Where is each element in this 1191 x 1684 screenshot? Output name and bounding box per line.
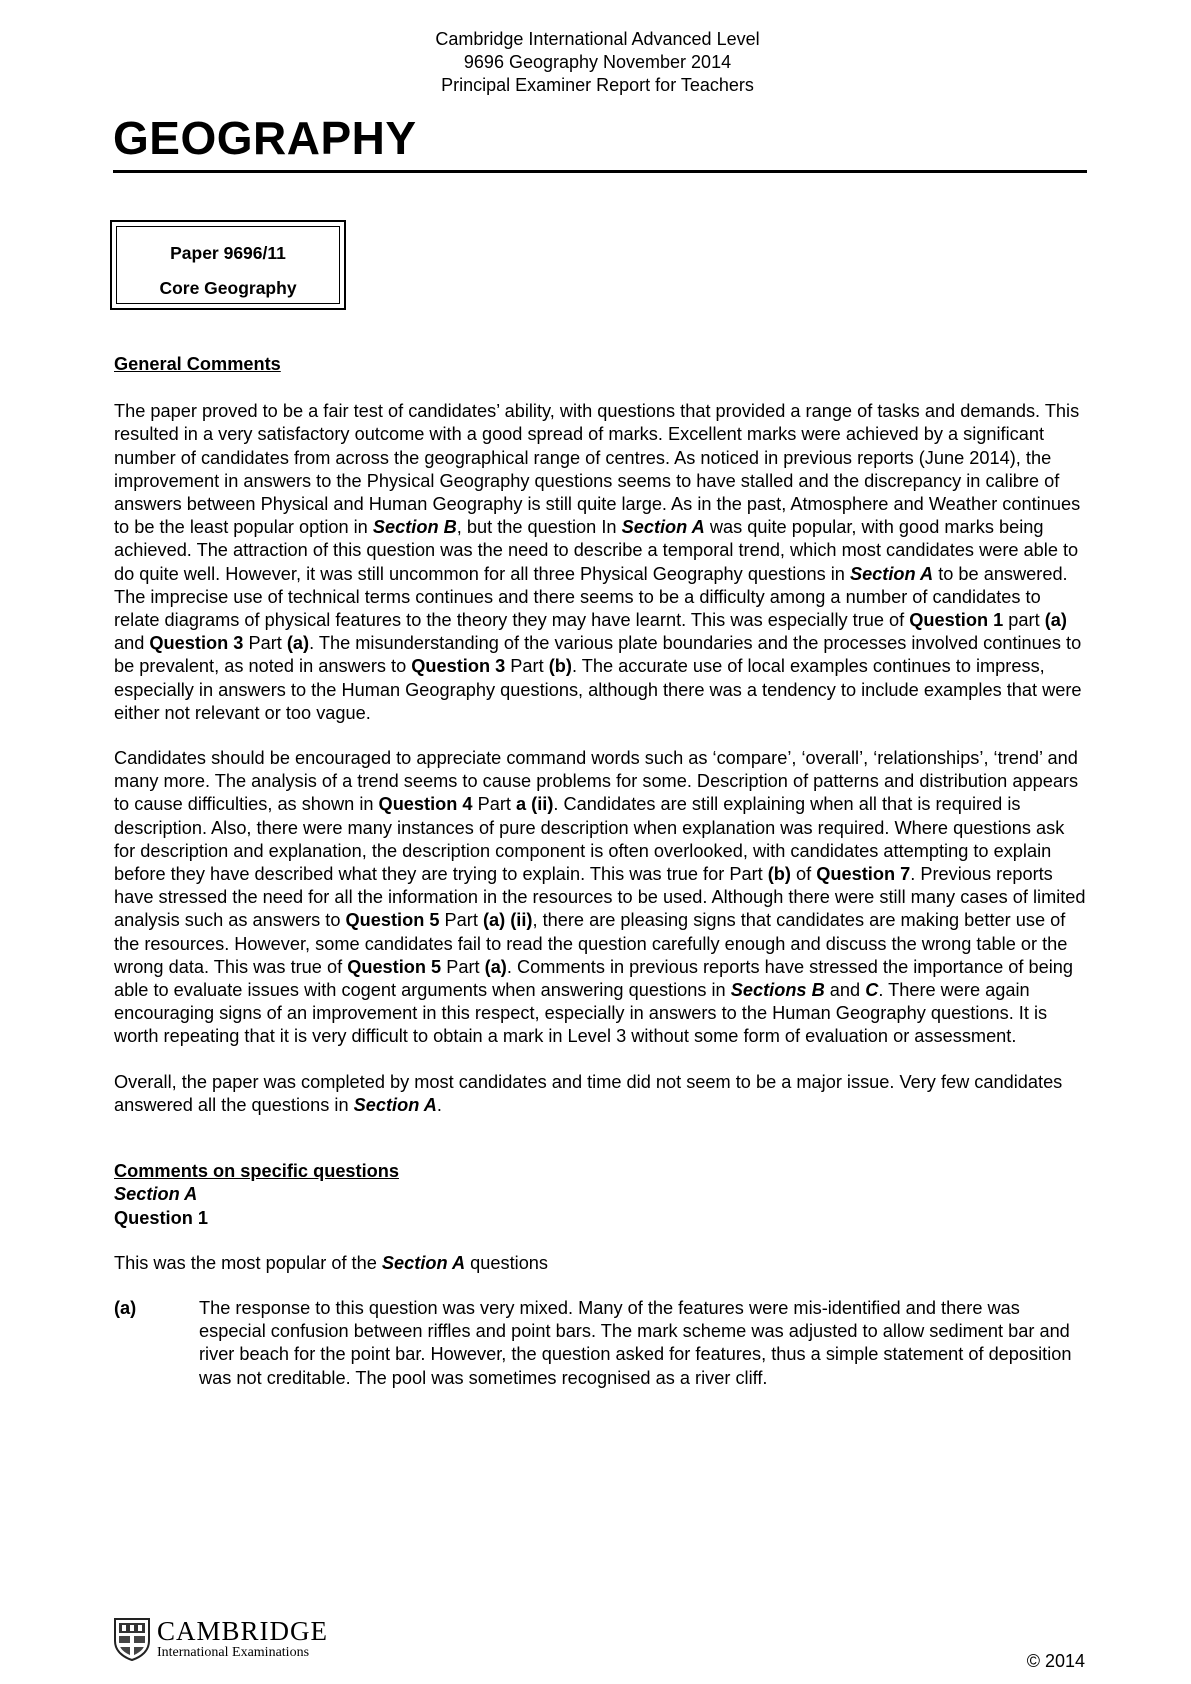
- emphasis-text: Question 4: [378, 794, 473, 815]
- emphasis-text: Sections B: [730, 980, 825, 1001]
- body-text: . Candidates are still explaining when all that is required is description. Also, there were many instances of pure description when explanation was required. Where questions ask for description and explanation, the description component is often overlooked, with candidates attempting to explain before they have described what they are trying to explain. This was true for Part: [114, 794, 1065, 885]
- emphasis-text: (a) (ii): [482, 910, 533, 931]
- copyright: © 2014: [1026, 1651, 1085, 1671]
- emphasis-text: Question 7: [816, 864, 911, 885]
- body-text: Part: [505, 656, 549, 677]
- emphasis-text: (a): [1044, 610, 1067, 631]
- emphasis-text: Question 1: [909, 610, 1004, 631]
- report-header: [0, 28, 1191, 97]
- paper-number: Paper 9696/11: [170, 243, 286, 263]
- body-text: part: [1003, 610, 1045, 631]
- header-line-3: Principal Examiner Report for Teachers: [441, 75, 754, 95]
- body-text: Candidates should be encouraged to appreciate command words such as ‘compare’, ‘overall’, ‘relationships’, ‘trend’ and many more. The analysis of a trend seems to cause problems for some. Description of patterns and distribution appears to cause difficulties, as shown in: [114, 748, 1079, 815]
- section-heading: Section A: [114, 1184, 198, 1205]
- question-heading: Question 1: [114, 1207, 208, 1228]
- general-paragraph-3: [114, 1071, 1090, 1117]
- body-text: was quite popular, with good marks being achieved. The attraction of this question was the need to describe a temporal trend, which most candidates were able to do quite well. However, it was still uncommon for all three Physical Geography questions in: [114, 517, 1079, 584]
- title-underline: [113, 170, 1087, 173]
- body-text: .: [436, 1094, 442, 1115]
- body-text: . There were again encouraging signs of an improvement in this respect, especially in answers to the Human Geography questions. It is worth repeating that it is very difficult to obtain a mark in Level 3 without some form of evaluation or assessment.: [114, 980, 1048, 1047]
- report-body: [114, 353, 1090, 1390]
- paper-name: Core Geography: [159, 278, 297, 298]
- cambridge-logo: [113, 1617, 328, 1661]
- body-text: This was the most popular of the: [114, 1252, 382, 1273]
- cambridge-crest-icon: [113, 1617, 151, 1661]
- body-text: Part: [439, 910, 483, 931]
- body-text: questions: [465, 1252, 549, 1273]
- page-title: GEOGRAPHY: [113, 112, 417, 164]
- emphasis-text: Section B: [372, 517, 457, 538]
- body-text: Part: [441, 956, 485, 977]
- general-comments-heading: General Comments: [114, 354, 281, 374]
- body-text: Part: [472, 794, 516, 815]
- question-intro: [114, 1252, 1090, 1275]
- part-a-text: The response to this question was very mixed. Many of the features were mis-identified and there was especial confusion between riffles and point bars. The mark scheme was adjusted to allow sediment bar and river beach for the point bar. However, the question asked for features, thus a simple statement of deposition was not creditable. The pool was sometimes recognised as a river cliff.: [199, 1297, 1072, 1388]
- emphasis-text: Question 5: [347, 956, 442, 977]
- header-line-1: Cambridge International Advanced Level: [435, 29, 760, 49]
- header-line-2: 9696 Geography November 2014: [463, 52, 732, 72]
- body-text: Overall, the paper was completed by most candidates and time did not seem to be a major issue. Very few candidates answered all the questions in: [114, 1071, 1063, 1115]
- body-text: The paper proved to be a fair test of candidates’ ability, with questions that provided a range of tasks and demands. This resulted in a very satisfactory outcome with a good spread of marks. Excellent marks were achieved by a significant number of candidates from across the geographical range of centres. As noticed in previous reports (June 2014), the improvement in answers to the Physical Geography questions seems to have stalled and the discrepancy in calibre of answers between Physical and Human Geography is still quite large. As in the past, Atmosphere and Weather continues to be the least popular option in: [114, 401, 1081, 538]
- part-a: [114, 1297, 1090, 1390]
- specific-comments-heading: Comments on specific questions: [114, 1161, 399, 1182]
- emphasis-text: Section A: [621, 517, 705, 538]
- logo-subtitle: International Examinations: [157, 1645, 310, 1660]
- body-text: . The misunderstanding of the various plate boundaries and the processes involved continues to be prevalent, as noted in answers to: [114, 633, 1082, 677]
- emphasis-text: a (ii): [516, 794, 554, 815]
- body-text: , there are pleasing signs that candidates are making better use of the resources. However, some candidates fail to read the question carefully enough and discuss the wrong table or the wrong data. This was true of: [114, 910, 1068, 977]
- body-text: . The accurate use of local examples continues to impress, especially in answers to the Human Geography questions, although there was a tendency to include examples that were either not relevant or too vague.: [114, 656, 1082, 723]
- paper-box: [110, 220, 346, 310]
- body-text: , but the question In: [456, 517, 622, 538]
- body-text: of: [790, 864, 817, 885]
- general-paragraph-1: [114, 400, 1090, 725]
- emphasis-text: (a): [286, 633, 310, 654]
- general-paragraph-2: [114, 747, 1090, 1049]
- body-text: . Previous reports have stressed the need for all the information in the resources to be used. Although there were still many cases of limited analysis such as answers to: [114, 864, 1086, 931]
- emphasis-text: Section A: [849, 563, 934, 584]
- body-text: and: [114, 633, 150, 654]
- emphasis-text: Section A: [353, 1094, 437, 1115]
- emphasis-text: Question 3: [411, 656, 506, 677]
- body-text: and: [824, 980, 866, 1001]
- emphasis-text: Question 5: [345, 910, 440, 931]
- emphasis-text: C: [865, 980, 879, 1001]
- logo-name: CAMBRIDGE: [157, 1616, 329, 1646]
- body-text: . Comments in previous reports have stressed the importance of being able to evaluate issues with cogent arguments when answering questions in: [114, 956, 1073, 1001]
- part-a-label: (a): [114, 1297, 137, 1318]
- emphasis-text: (a): [484, 956, 507, 977]
- body-text: to be answered. The imprecise use of technical terms continues and there seems to be a difficulty among a number of candidates to relate diagrams of physical features to the theory they may have learnt. This was especially true of: [114, 563, 1068, 631]
- body-text: Part: [243, 633, 287, 654]
- emphasis-text: Section A: [381, 1252, 466, 1273]
- emphasis-text: (b): [548, 656, 572, 677]
- emphasis-text: (b): [767, 864, 791, 885]
- emphasis-text: Question 3: [149, 633, 244, 654]
